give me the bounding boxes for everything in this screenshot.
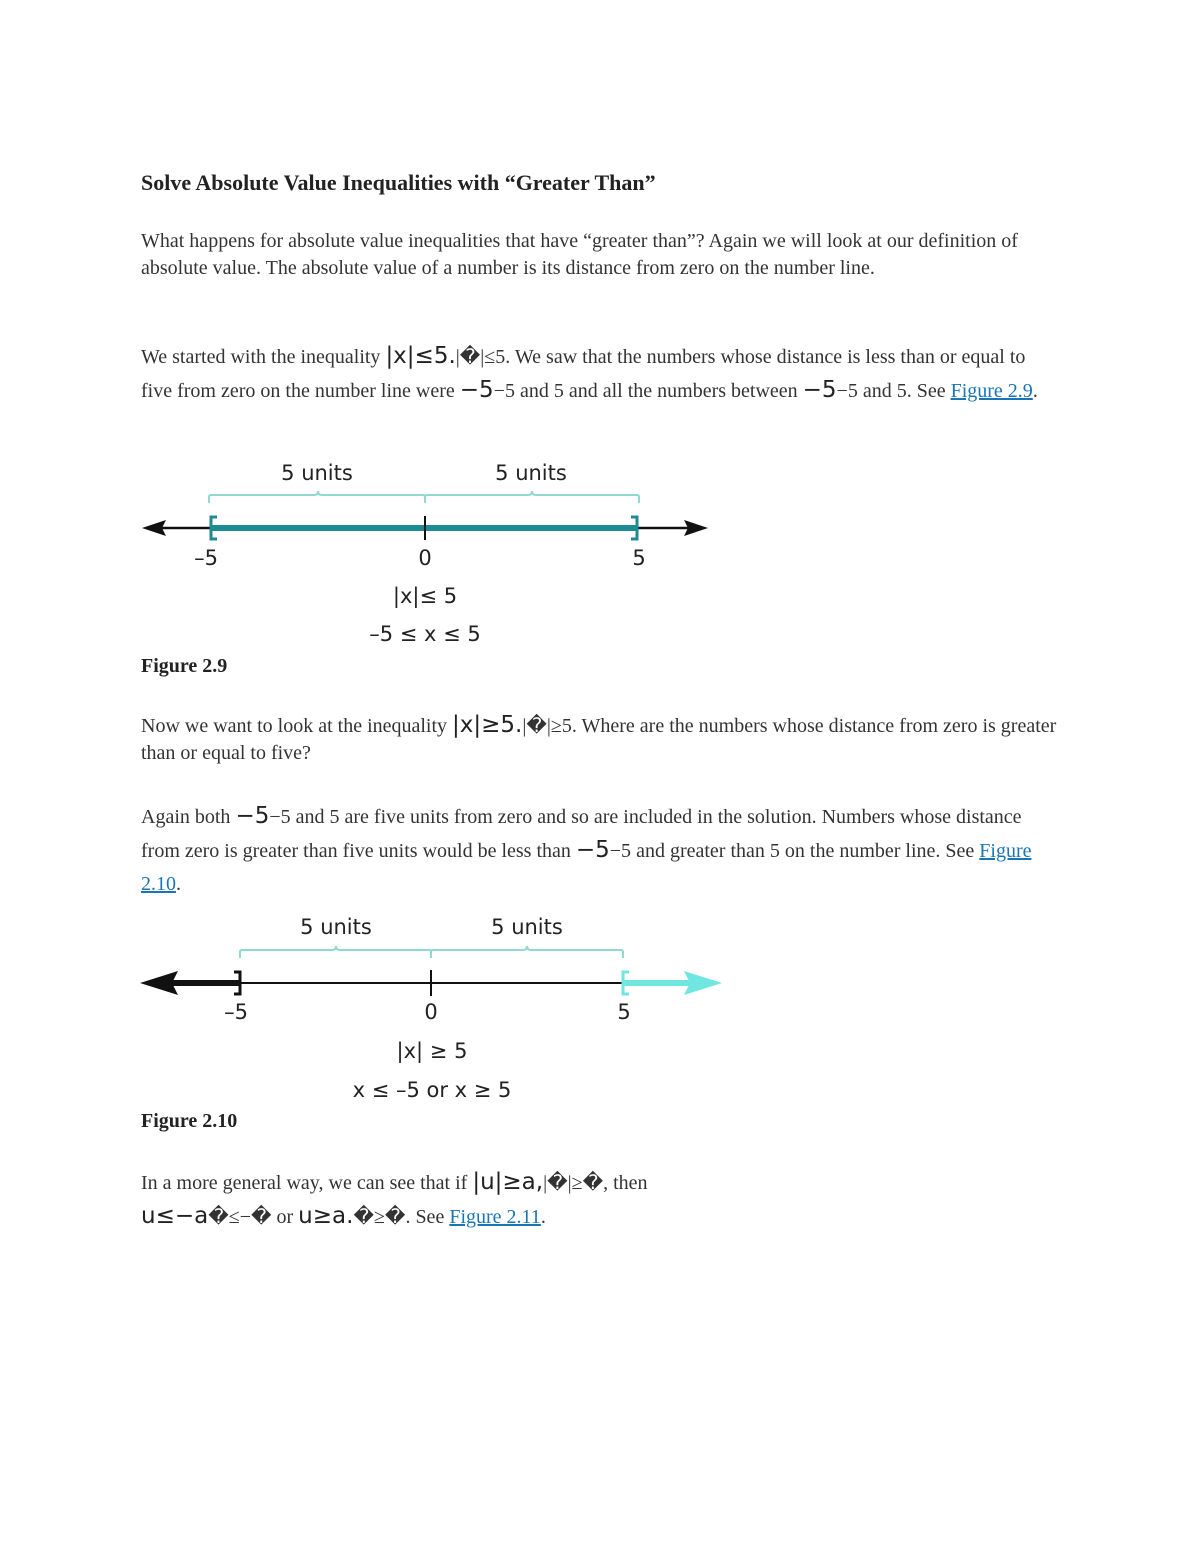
left-brace bbox=[240, 946, 431, 958]
text-run: and 5 and all the numbers between bbox=[514, 380, 803, 402]
solution-label: –5 ≤ x ≤ 5 bbox=[369, 622, 481, 646]
solution-label: x ≤ –5 or x ≥ 5 bbox=[352, 1078, 512, 1102]
text-run: . We saw that the numbers whose distance is less than or equal to five from zero on the number line were bbox=[141, 346, 1026, 402]
right-arrow-icon bbox=[684, 971, 722, 995]
left-brace-label: 5 units bbox=[281, 461, 353, 485]
tick-label-5: 5 bbox=[632, 546, 646, 570]
math-fallback: �≤−� bbox=[208, 1206, 272, 1228]
math-neg-5: −5 bbox=[575, 837, 610, 863]
tick-label-zero: 0 bbox=[418, 546, 432, 570]
left-brace bbox=[209, 491, 425, 503]
right-brace bbox=[425, 491, 639, 503]
math-fallback: −5 bbox=[269, 806, 291, 828]
math-u-le-neg-a: u≤−a bbox=[141, 1203, 209, 1229]
left-bracket bbox=[234, 972, 240, 994]
text-run: . bbox=[176, 873, 181, 895]
tick-label-neg5: –5 bbox=[194, 546, 218, 570]
left-bracket bbox=[211, 517, 217, 539]
math-fallback: |�|≤5 bbox=[455, 346, 506, 368]
paragraph-started-inequality bbox=[141, 340, 1061, 408]
text-run: and 5 are five units from zero and so are included in the solution. Numbers whose distance from zero is greater than five units would be less than bbox=[141, 806, 1022, 862]
tick-label-zero: 0 bbox=[424, 1000, 438, 1024]
figure-2-11-link[interactable]: Figure 2.11 bbox=[449, 1206, 541, 1228]
section-heading: Solve Absolute Value Inequalities with “Greater Than” bbox=[141, 170, 656, 195]
figure-caption-2-10: Figure 2.10 bbox=[141, 1110, 238, 1132]
tick-label-5: 5 bbox=[617, 1000, 631, 1024]
text-run: . bbox=[1032, 380, 1038, 402]
left-arrow-icon bbox=[142, 520, 166, 536]
figure-caption-2-9: Figure 2.9 bbox=[141, 655, 228, 677]
right-arrow-icon bbox=[684, 520, 708, 536]
text-run: and 5. See bbox=[857, 380, 951, 402]
text-run: . Where are the numbers whose distance from zero is greater than or equal to five? bbox=[141, 715, 1057, 764]
right-bracket bbox=[623, 972, 629, 994]
right-brace bbox=[431, 946, 623, 958]
text-run: Now we want to look at the inequality bbox=[141, 715, 453, 737]
left-arrow-icon bbox=[140, 971, 178, 995]
math-abs-x-ge-5: |x|≥5. bbox=[452, 712, 523, 738]
text-run: . See bbox=[405, 1206, 450, 1228]
paragraph-greater-inequality bbox=[141, 712, 1061, 767]
inequality-label: |x| ≥ 5 bbox=[396, 1039, 468, 1063]
math-fallback: �≥� bbox=[353, 1206, 406, 1228]
right-brace-label: 5 units bbox=[491, 915, 563, 939]
math-fallback: −5 bbox=[493, 380, 515, 402]
figure-2-9-link[interactable]: Figure 2.9 bbox=[950, 380, 1033, 402]
text-run: We started with the inequality bbox=[141, 346, 386, 368]
figure-2-10-link[interactable]: Figure 2.10 bbox=[141, 840, 1032, 895]
left-brace-label: 5 units bbox=[300, 915, 372, 939]
text-run: . bbox=[540, 1206, 546, 1228]
text-run: or bbox=[271, 1206, 299, 1228]
math-neg-5: −5 bbox=[459, 377, 494, 403]
math-abs-x-le-5: |x|≤5. bbox=[385, 343, 456, 369]
tick-label-neg5: –5 bbox=[224, 1000, 248, 1024]
math-fallback: −5 bbox=[836, 380, 858, 402]
math-neg-5: −5 bbox=[802, 377, 837, 403]
text-run: In a more general way, we can see that if bbox=[141, 1172, 473, 1194]
math-neg-5: −5 bbox=[235, 803, 270, 829]
math-abs-u-ge-a: |u|≥a, bbox=[472, 1169, 544, 1195]
math-u-ge-a: u≥a. bbox=[298, 1203, 354, 1229]
text-run: and greater than 5 on the number line. See bbox=[631, 840, 980, 862]
text-run: Again both bbox=[141, 806, 236, 828]
right-bracket bbox=[631, 517, 637, 539]
math-fallback: −5 bbox=[609, 840, 632, 862]
math-fallback: |�|≥5 bbox=[522, 715, 572, 737]
paragraph-general-way bbox=[141, 1166, 701, 1234]
intro-paragraph: What happens for absolute value inequalities that have “greater than”? Again we will look at our definition of absolute value. The absolute value of a number is its distance from zero on the number line. bbox=[141, 230, 1018, 279]
math-fallback: |�|≥� bbox=[543, 1172, 604, 1194]
paragraph-again-both bbox=[141, 800, 1061, 901]
text-run: , then bbox=[603, 1172, 648, 1194]
inequality-label: |x|≤ 5 bbox=[392, 584, 458, 608]
right-brace-label: 5 units bbox=[495, 461, 567, 485]
